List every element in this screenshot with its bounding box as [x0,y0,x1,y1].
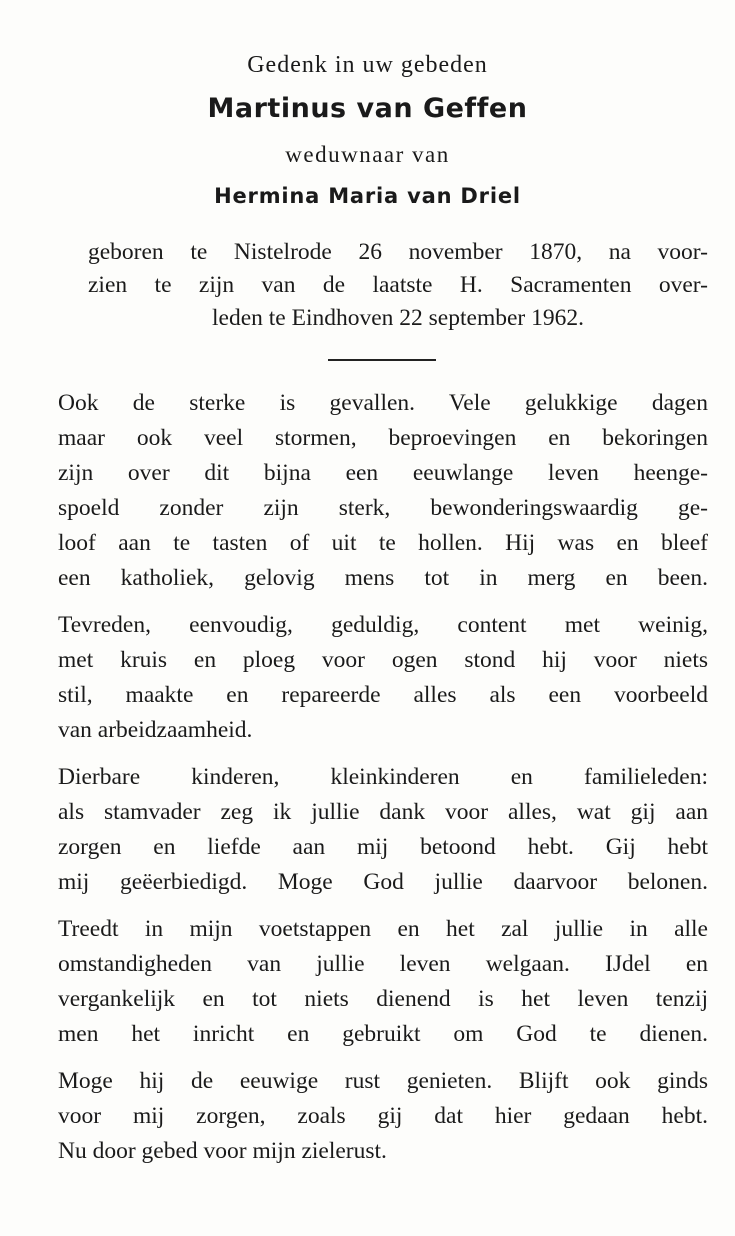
bio-line: geboren te Nistelrode 26 november 1870, na voor- [88,239,708,265]
biography [88,236,708,335]
text-line: maar ook veel stormen, beproevingen en bekoringen [58,425,708,451]
text-line: Dierbare kinderen, kleinkinderen en familieleden: [58,764,708,790]
text-line: mij geëerbiedigd. Moge God jullie daarvoor belonen. [58,869,708,895]
text-line: vergankelijk en tot niets dienend is het leven tenzij [58,986,708,1012]
text-line: spoeld zonder zijn sterk, bewonderingswaardig ge- [58,495,708,521]
text-line: stil, maakte en repareerde alles als een voorbeeld [58,682,708,708]
text-line: Tevreden, eenvoudig, geduldig, content met weinig, [58,612,708,638]
bio-line: zien te zijn van de laatste H. Sacramenten over- [88,272,708,298]
deceased-name: Martinus van Geffen [207,93,528,124]
text-line: omstandigheden van jullie leven welgaan. IJdel en [58,951,708,977]
memorial-text [58,386,708,1181]
spouse-name: Hermina Maria van Driel [214,184,521,208]
text-line: Nu door gebed voor mijn zielerust. [58,1138,387,1164]
text-line: loof aan te tasten of uit te hollen. Hij was en bleef [58,530,708,556]
text-line: zijn over dit bijna een eeuwlange leven heenge- [58,460,708,486]
text-line: met kruis en ploeg voor ogen stond hij voor niets [58,647,708,673]
text-line: Moge hij de eeuwige rust genieten. Blijft ook ginds [58,1068,708,1094]
paragraph-rest [58,1064,708,1169]
paragraph-family [58,760,708,900]
text-line: voor mij zorgen, zoals gij dat hier gedaan hebt. [58,1103,708,1129]
text-line: Ook de sterke is gevallen. Vele gelukkige dagen [58,390,708,416]
paragraph-footsteps [58,912,708,1052]
text-line: men het inricht en gebruikt om God te dienen. [58,1021,708,1047]
widower-of-text: weduwnaar van [285,142,450,167]
text-line: een katholiek, gelovig mens tot in merg en been. [58,565,708,591]
intro-text: Gedenk in uw gebeden [247,52,488,78]
bio-line: leden te Eindhoven 22 september 1962. [212,305,584,331]
divider-line [328,359,436,361]
text-line: van arbeidzaamheid. [58,717,253,743]
text-line: zorgen en liefde aan mij betoond hebt. Gij hebt [58,834,708,860]
card-header [0,50,735,210]
text-line: als stamvader zeg ik jullie dank voor alles, wat gij aan [58,799,708,825]
paragraph-content [58,608,708,748]
paragraph-strong [58,386,708,596]
text-line: Treedt in mijn voetstappen en het zal jullie in alle [58,916,708,942]
